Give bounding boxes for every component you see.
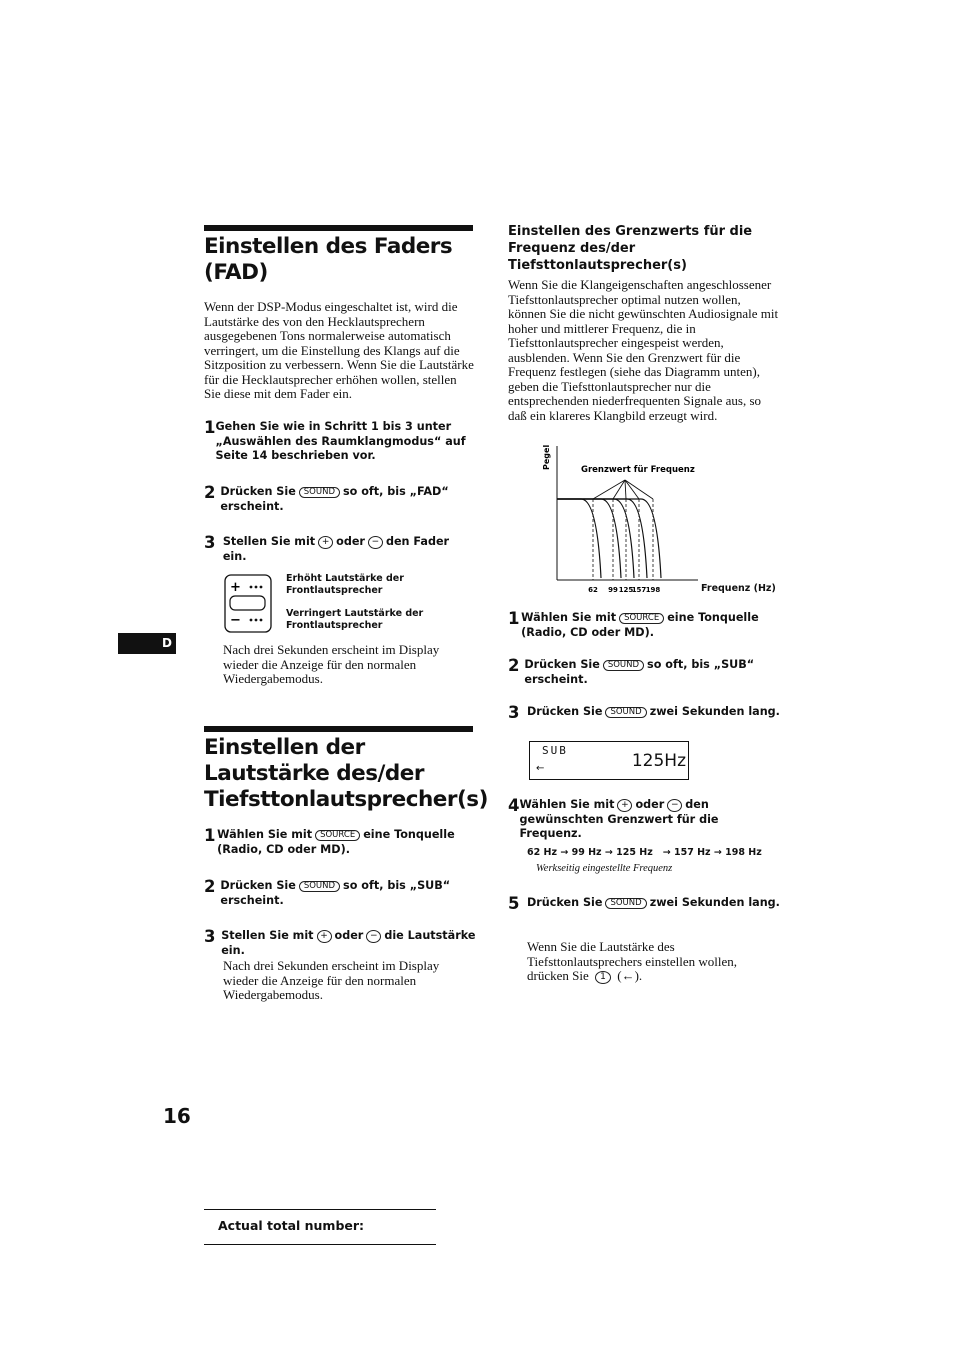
plus-button[interactable]: + [318, 536, 333, 549]
cutoff-frequency-chart [538, 440, 778, 600]
rolloff-curve-99 [557, 499, 621, 578]
fader-control-illustration [224, 574, 274, 634]
step-number: 3 [204, 533, 216, 552]
fader-down-label: Verringert Lautstärke der Frontlautsprecher [286, 608, 424, 631]
step-text: so oft, bis „SUB“ erscheint. [524, 658, 755, 686]
step-text: den Fader ein. [222, 535, 450, 563]
fader-step-2 [204, 485, 474, 514]
section-rule [204, 726, 473, 732]
page-number: 16 [163, 1104, 191, 1128]
step-text: Stellen Sie mit [221, 929, 314, 942]
x-tick-label: 198 [645, 586, 661, 594]
default-frequency-caption: Werkseitig eingestellte Frequenz [536, 863, 673, 874]
svg-text:−: − [230, 613, 241, 628]
plus-button[interactable]: + [317, 930, 332, 943]
step-text: Drücken Sie [527, 896, 603, 909]
sub-volume-step-2 [204, 879, 476, 908]
step-number: 2 [204, 877, 216, 896]
step-text: Wählen Sie mit [519, 798, 615, 811]
step-text: eine Tonquelle (Radio, CD oder MD). [521, 611, 759, 639]
sound-button[interactable]: SOUND [605, 898, 646, 909]
footer-label: Actual total number: [218, 1218, 365, 1233]
step-text: so oft, bis „SUB“ erscheint. [220, 879, 451, 907]
step-text: oder [635, 798, 665, 811]
plus-button[interactable]: + [617, 799, 632, 812]
source-button[interactable]: SOURCE [315, 830, 360, 841]
lcd-mode-text: SUB [542, 744, 568, 757]
cutoff-pointer-198 [625, 480, 653, 499]
step-text: zwei Sekunden lang. [649, 705, 780, 718]
rolloff-curve-125 [557, 499, 634, 578]
step-number: 1 [204, 826, 216, 845]
x-tick-label: 125 [618, 586, 634, 594]
cutoff-step-3 [508, 705, 780, 721]
cutoff-step-4 [508, 798, 780, 842]
step-number: 1 [204, 418, 216, 437]
step-text: so oft, bis „FAD“ erscheint. [220, 485, 449, 513]
cutoff-pointer-125 [625, 480, 626, 499]
cutoff-step-1 [508, 611, 780, 640]
fader-step-1 [204, 420, 474, 464]
footer-rule-top [204, 1209, 436, 1210]
frequency-sequence: 62 Hz → 99 Hz → 125 Hz → 157 Hz → 198 Hz [527, 847, 762, 858]
lcd-display [529, 741, 689, 780]
step-text: Drücken Sie [220, 485, 296, 498]
step-text: Gehen Sie wie in Schritt 1 bis 3 unter „Auswählen des Raumklangmodus“ auf Seite 14 beschrieben vor. [215, 420, 466, 462]
x-axis-label: Frequenz (Hz) [701, 583, 776, 594]
cutoff-pointer-99 [613, 480, 625, 499]
sub-volume-after-text: Nach drei Sekunden erscheint im Display wieder die Anzeige für den normalen Wiedergabemodus. [223, 958, 440, 1002]
fader-intro-text: Wenn der DSP-Modus eingeschaltet ist, wird die Lautstärke des von den Hecklautsprechern ausgegebenen Tons normalerweise automatisch verringert, um die Einstellung des Klangs auf die Sitzposition zu verbessern. Wenn Sie die Lautstärke für die Hecklautsprecher erhöhen wollen, stellen Sie diese mit dem Fader ein. [204, 299, 474, 401]
step-text: zwei Sekunden lang. [649, 896, 780, 909]
x-tick-label: 99 [608, 586, 618, 594]
y-axis-label: Pegel [542, 444, 551, 470]
step-number: 2 [508, 656, 520, 675]
note-text: (←). [617, 968, 643, 983]
section-rule [204, 225, 473, 231]
sub-volume-step-1 [204, 828, 476, 857]
minus-button[interactable]: − [667, 799, 682, 812]
x-tick-label: 62 [588, 586, 598, 594]
sub-volume-step-3 [204, 929, 476, 958]
cutoff-pointer-157 [625, 480, 639, 499]
step-text: den gewünschten Grenzwert für die Frequenz. [519, 798, 719, 840]
step-text: Wählen Sie mit [217, 828, 313, 841]
rolloff-curve-198 [557, 499, 661, 578]
fader-step-3 [204, 535, 474, 564]
rolloff-curve-62 [557, 499, 601, 578]
source-button[interactable]: SOURCE [619, 613, 664, 624]
lcd-frequency-value: 125Hz [631, 751, 686, 771]
x-tick-label: 157 [631, 586, 647, 594]
step-text: Drücken Sie [527, 705, 603, 718]
chart-title: Grenzwert für Frequenz [581, 465, 695, 475]
cutoff-pointer-62 [593, 480, 625, 499]
section-title-subwoofer-volume: Einstellen der Lautstärke des/der Tiefsttonlautsprecher(s) [204, 735, 488, 812]
sound-button[interactable]: SOUND [603, 660, 644, 671]
cutoff-step-5 [508, 896, 780, 912]
step-number: 3 [508, 703, 520, 722]
step-text: oder [336, 535, 365, 548]
section-title-cutoff: Einstellen des Grenzwerts für die Frequenz des/der Tiefsttonlautsprecher(s) [508, 224, 753, 273]
fader-after-text: Nach drei Sekunden erscheint im Display wieder die Anzeige für den normalen Wiedergabemodus. [223, 642, 440, 686]
step-text: Stellen Sie mit [222, 535, 316, 548]
fader-up-label: Erhöht Lautstärke der Frontlautsprecher [286, 573, 404, 596]
svg-text:+: + [230, 580, 241, 595]
note-text: Wenn Sie die Lautstärke des Tiefsttonlautsprechers einstellen wollen, drücken Sie [527, 939, 738, 983]
button-1[interactable]: 1 [595, 971, 611, 984]
step-number: 1 [508, 609, 520, 628]
step-text: oder [334, 929, 364, 942]
lcd-arrow-icon: ← [536, 763, 545, 774]
step-number: 2 [204, 483, 216, 502]
section-title-fader: Einstellen des Faders (FAD) [204, 234, 453, 285]
step-number: 5 [508, 894, 520, 913]
step-text: Wählen Sie mit [521, 611, 617, 624]
cutoff-step-2 [508, 658, 780, 687]
step-text: die Lautstärke ein. [221, 929, 476, 957]
step-number: 4 [508, 796, 520, 815]
sound-button[interactable]: SOUND [299, 487, 340, 498]
minus-button[interactable]: − [366, 930, 381, 943]
sound-button[interactable]: SOUND [299, 881, 340, 892]
step-text: eine Tonquelle (Radio, CD oder MD). [217, 828, 455, 856]
step-number: 3 [204, 927, 216, 946]
language-tab: D [118, 633, 176, 654]
cutoff-note-text [527, 940, 777, 984]
step-text: Drücken Sie [524, 658, 600, 671]
step-text: Drücken Sie [220, 879, 296, 892]
footer-rule-bottom [204, 1244, 436, 1245]
sound-button[interactable]: SOUND [605, 707, 646, 718]
minus-button[interactable]: − [368, 536, 383, 549]
cutoff-intro-text: Wenn Sie die Klangeigenschaften angeschlossener Tiefsttonlautsprecher optimal nutzen wollen, können Sie die nicht gewünschten Audiosignale mit hoher und mittlerer Frequenz, die in Tiefsttonlautsprecher eingespeist werden, ausblenden. Wenn Sie den Grenzwert für die Frequenz festlegen (siehe das Diagramm unten), geben die Tiefsttonlautsprecher nur die entsprechenden niederfrequenten Signale aus, so daß ein klareres Klangbild erzeugt wird. [508, 277, 779, 423]
